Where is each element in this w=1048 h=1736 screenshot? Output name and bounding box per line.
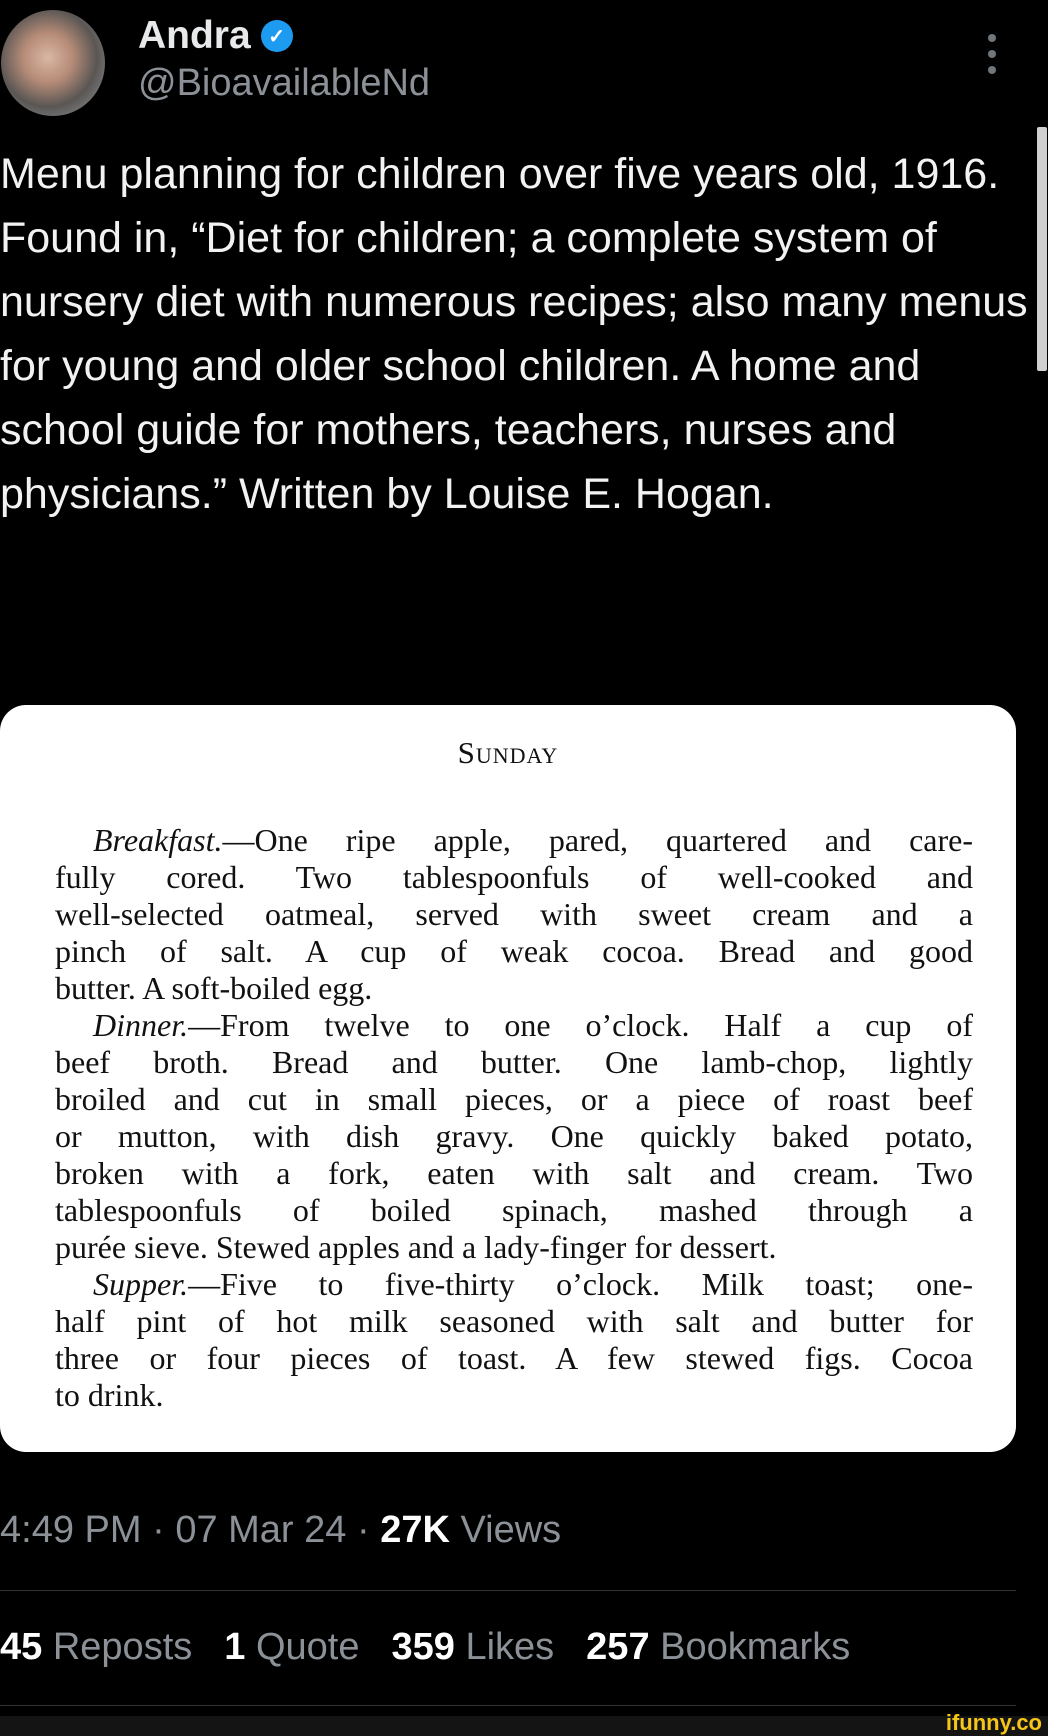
author-name[interactable]: Andra: [138, 14, 251, 57]
tweet-text: Menu planning for children over five years old, 1916. Found in, “Diet for children; a complete system of nursery diet with numerous recipes; also many menus for young and older school children. A home and school guide for mothers, teachers, nurses and physicians.” Written by Louise E. Hogan.: [0, 150, 1028, 518]
stat-count: 1: [224, 1626, 246, 1668]
stat-count: 45: [0, 1626, 43, 1668]
engagement-stats: [0, 1626, 850, 1669]
menu-line: well-selected oatmeal, served with sweet cream and a: [55, 896, 973, 932]
menu-line: to drink.: [55, 1377, 164, 1413]
stat-label: Bookmarks: [660, 1626, 851, 1668]
scrollbar[interactable]: [1037, 127, 1047, 371]
menu-line: broken with a fork, eaten with salt and cream. Two: [55, 1155, 973, 1191]
stat-reposts[interactable]: [0, 1626, 192, 1669]
views-count: 27K: [380, 1509, 450, 1551]
views-label: Views: [460, 1509, 562, 1551]
stat-label: Reposts: [52, 1626, 193, 1668]
stat-likes[interactable]: [391, 1626, 554, 1669]
menu-line: beef broth. Bread and butter. One lamb-chop, lightly: [55, 1044, 973, 1080]
verified-badge-icon: ✓: [261, 20, 293, 52]
menu-line: Dinner.—From twelve to one o’clock. Half a cup of: [93, 1007, 973, 1043]
menu-line: Supper.—Five to five-thirty o’clock. Milk toast; one-: [93, 1266, 973, 1302]
ifunny-watermark: ifunny.co: [945, 1710, 1042, 1735]
separator: ·: [356, 1509, 370, 1551]
menu-line: three or four pieces of toast. A few stewed figs. Cocoa: [55, 1340, 973, 1376]
menu-line: broiled and cut in small pieces, or a piece of roast beef: [55, 1081, 973, 1117]
date: 07 Mar 24: [175, 1509, 347, 1551]
menu-line: pinch of salt. A cup of weak cocoa. Bread and good: [55, 933, 973, 969]
separator: ·: [152, 1509, 165, 1551]
avatar[interactable]: [1, 10, 105, 116]
menu-line: half pint of hot milk seasoned with salt and butter for: [55, 1303, 973, 1339]
divider: [0, 1705, 1016, 1706]
page-heading: Sunday: [457, 735, 559, 770]
divider: [0, 1590, 1016, 1591]
time: 4:49 PM: [0, 1509, 142, 1551]
stat-label: Quote: [255, 1626, 360, 1668]
stat-count: 257: [586, 1626, 650, 1668]
menu-line: Breakfast.—One ripe apple, pared, quartered and care-: [93, 822, 973, 858]
stat-quote[interactable]: [224, 1626, 359, 1669]
menu-line: tablespoonfuls of boiled spinach, mashed through a: [55, 1192, 973, 1228]
menu-line: butter. A soft-boiled egg.: [55, 970, 373, 1006]
menu-line: or mutton, with dish gravy. One quickly baked potato,: [55, 1118, 973, 1154]
attached-image[interactable]: [0, 705, 1016, 1452]
stat-count: 359: [391, 1626, 455, 1668]
menu-line: purée sieve. Stewed apples and a lady-finger for dessert.: [55, 1229, 777, 1265]
stat-bookmarks[interactable]: [586, 1626, 850, 1669]
tweet-timestamp: [0, 1509, 561, 1552]
menu-text: [55, 822, 973, 1414]
stat-label: Likes: [465, 1626, 555, 1668]
watermark-bar: [0, 1710, 1048, 1736]
author-handle[interactable]: @BioavailableNd: [138, 62, 431, 104]
menu-line: fully cored. Two tablespoonfuls of well-cooked and: [55, 859, 973, 895]
author-name-row[interactable]: [138, 14, 293, 58]
more-options-icon[interactable]: [988, 34, 998, 74]
